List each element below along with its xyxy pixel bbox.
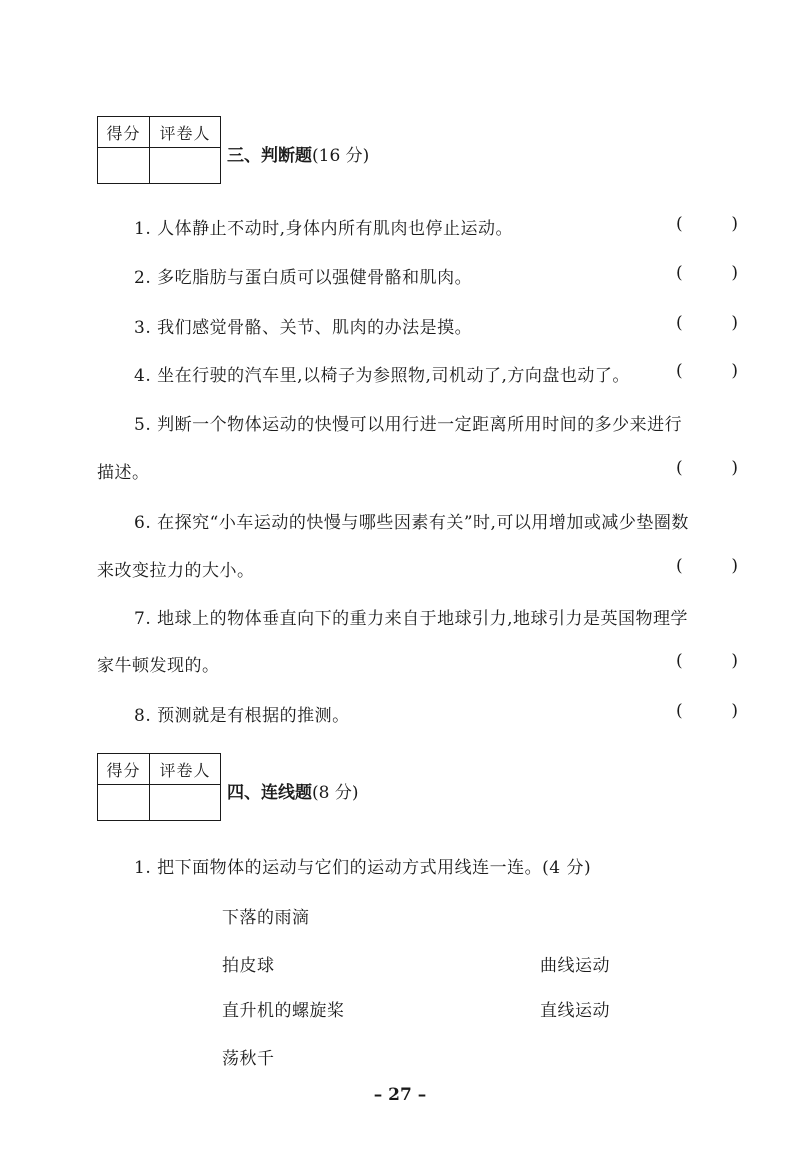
question-7-continuation: 家牛顿发现的。 bbox=[97, 656, 220, 676]
paren-close: ) bbox=[731, 263, 738, 283]
question-text: 我们感觉骨骼、关节、肌肉的办法是摸。 bbox=[157, 318, 473, 338]
question-number: 5. bbox=[134, 415, 152, 435]
match-left-2[interactable]: 拍皮球 bbox=[222, 956, 275, 976]
question-6 bbox=[134, 508, 689, 533]
match-left-4[interactable]: 荡秋千 bbox=[222, 1049, 275, 1069]
question-number: 1. bbox=[134, 219, 152, 239]
paren-close: ) bbox=[731, 361, 738, 381]
answer-blank-7[interactable] bbox=[676, 651, 738, 671]
match-right-1[interactable]: 曲线运动 bbox=[540, 956, 610, 976]
grader-label: 评卷人 bbox=[150, 754, 220, 785]
section4-title-text: 四、连线题 bbox=[227, 783, 312, 803]
match-right-2[interactable]: 直线运动 bbox=[540, 1001, 610, 1021]
paren-open: ( bbox=[676, 361, 683, 381]
question-number: 3. bbox=[134, 318, 152, 338]
paren-open: ( bbox=[676, 214, 683, 234]
answer-blank-4[interactable] bbox=[676, 361, 738, 381]
question-number: 2. bbox=[134, 268, 152, 288]
paren-open: ( bbox=[676, 313, 683, 333]
section4-title bbox=[227, 778, 358, 803]
score-table-section3 bbox=[97, 116, 221, 184]
answer-blank-6[interactable] bbox=[676, 556, 738, 576]
question-number: 4. bbox=[134, 366, 152, 386]
answer-blank-8[interactable] bbox=[676, 701, 738, 721]
paren-close: ) bbox=[731, 458, 738, 478]
answer-blank-1[interactable] bbox=[676, 214, 738, 234]
grader-cell[interactable] bbox=[150, 148, 220, 183]
question-text: 判断一个物体运动的快慢可以用行进一定距离所用时间的多少来进行 bbox=[157, 415, 683, 435]
question-5 bbox=[134, 410, 682, 435]
question-3 bbox=[134, 313, 472, 338]
question-text: 预测就是有根据的推测。 bbox=[157, 706, 350, 726]
question-number: 1. bbox=[134, 858, 152, 878]
answer-blank-5[interactable] bbox=[676, 458, 738, 478]
section4-points: (8 分) bbox=[312, 783, 359, 803]
grader-cell[interactable] bbox=[150, 785, 220, 820]
paren-open: ( bbox=[676, 263, 683, 283]
question-number: 8. bbox=[134, 706, 152, 726]
answer-blank-3[interactable] bbox=[676, 313, 738, 333]
question-4 bbox=[134, 361, 630, 386]
score-table-section4 bbox=[97, 753, 221, 821]
question-text: 人体静止不动时,身体内所有肌肉也停止运动。 bbox=[157, 219, 514, 239]
question-number: 6. bbox=[134, 513, 152, 533]
match-left-3[interactable]: 直升机的螺旋桨 bbox=[222, 1001, 345, 1021]
question-2 bbox=[134, 263, 472, 288]
grader-label: 评卷人 bbox=[150, 117, 220, 148]
paren-close: ) bbox=[731, 651, 738, 671]
paren-close: ) bbox=[731, 556, 738, 576]
question-8 bbox=[134, 701, 350, 726]
paren-open: ( bbox=[676, 701, 683, 721]
paren-close: ) bbox=[731, 313, 738, 333]
answer-blank-2[interactable] bbox=[676, 263, 738, 283]
paren-close: ) bbox=[731, 214, 738, 234]
question-1 bbox=[134, 214, 513, 239]
paren-close: ) bbox=[731, 701, 738, 721]
question-text: 地球上的物体垂直向下的重力来自于地球引力,地球引力是英国物理学 bbox=[157, 609, 689, 629]
question-6-continuation: 来改变拉力的大小。 bbox=[97, 561, 255, 581]
score-cell[interactable] bbox=[98, 785, 150, 820]
score-cell[interactable] bbox=[98, 148, 150, 183]
section3-title bbox=[227, 141, 369, 166]
score-label: 得分 bbox=[98, 117, 150, 148]
section3-title-text: 三、判断题 bbox=[227, 146, 312, 166]
match-left-1[interactable]: 下落的雨滴 bbox=[222, 908, 310, 928]
question-text: 在探究“小车运动的快慢与哪些因素有关”时,可以用增加或减少垫圈数 bbox=[157, 513, 689, 533]
paren-open: ( bbox=[676, 556, 683, 576]
question-text: 坐在行驶的汽车里,以椅子为参照物,司机动了,方向盘也动了。 bbox=[157, 366, 630, 386]
paren-open: ( bbox=[676, 458, 683, 478]
question-7 bbox=[134, 604, 688, 629]
score-label: 得分 bbox=[98, 754, 150, 785]
question-number: 7. bbox=[134, 609, 152, 629]
page-number: – 27 – bbox=[373, 1085, 427, 1105]
question-text: 多吃脂肪与蛋白质可以强健骨骼和肌肉。 bbox=[157, 268, 473, 288]
question-text: 把下面物体的运动与它们的运动方式用线连一连。(4 分) bbox=[157, 858, 592, 878]
paren-open: ( bbox=[676, 651, 683, 671]
section4-question-1 bbox=[134, 853, 591, 878]
section3-points: (16 分) bbox=[312, 146, 370, 166]
question-5-continuation: 描述。 bbox=[97, 463, 150, 483]
